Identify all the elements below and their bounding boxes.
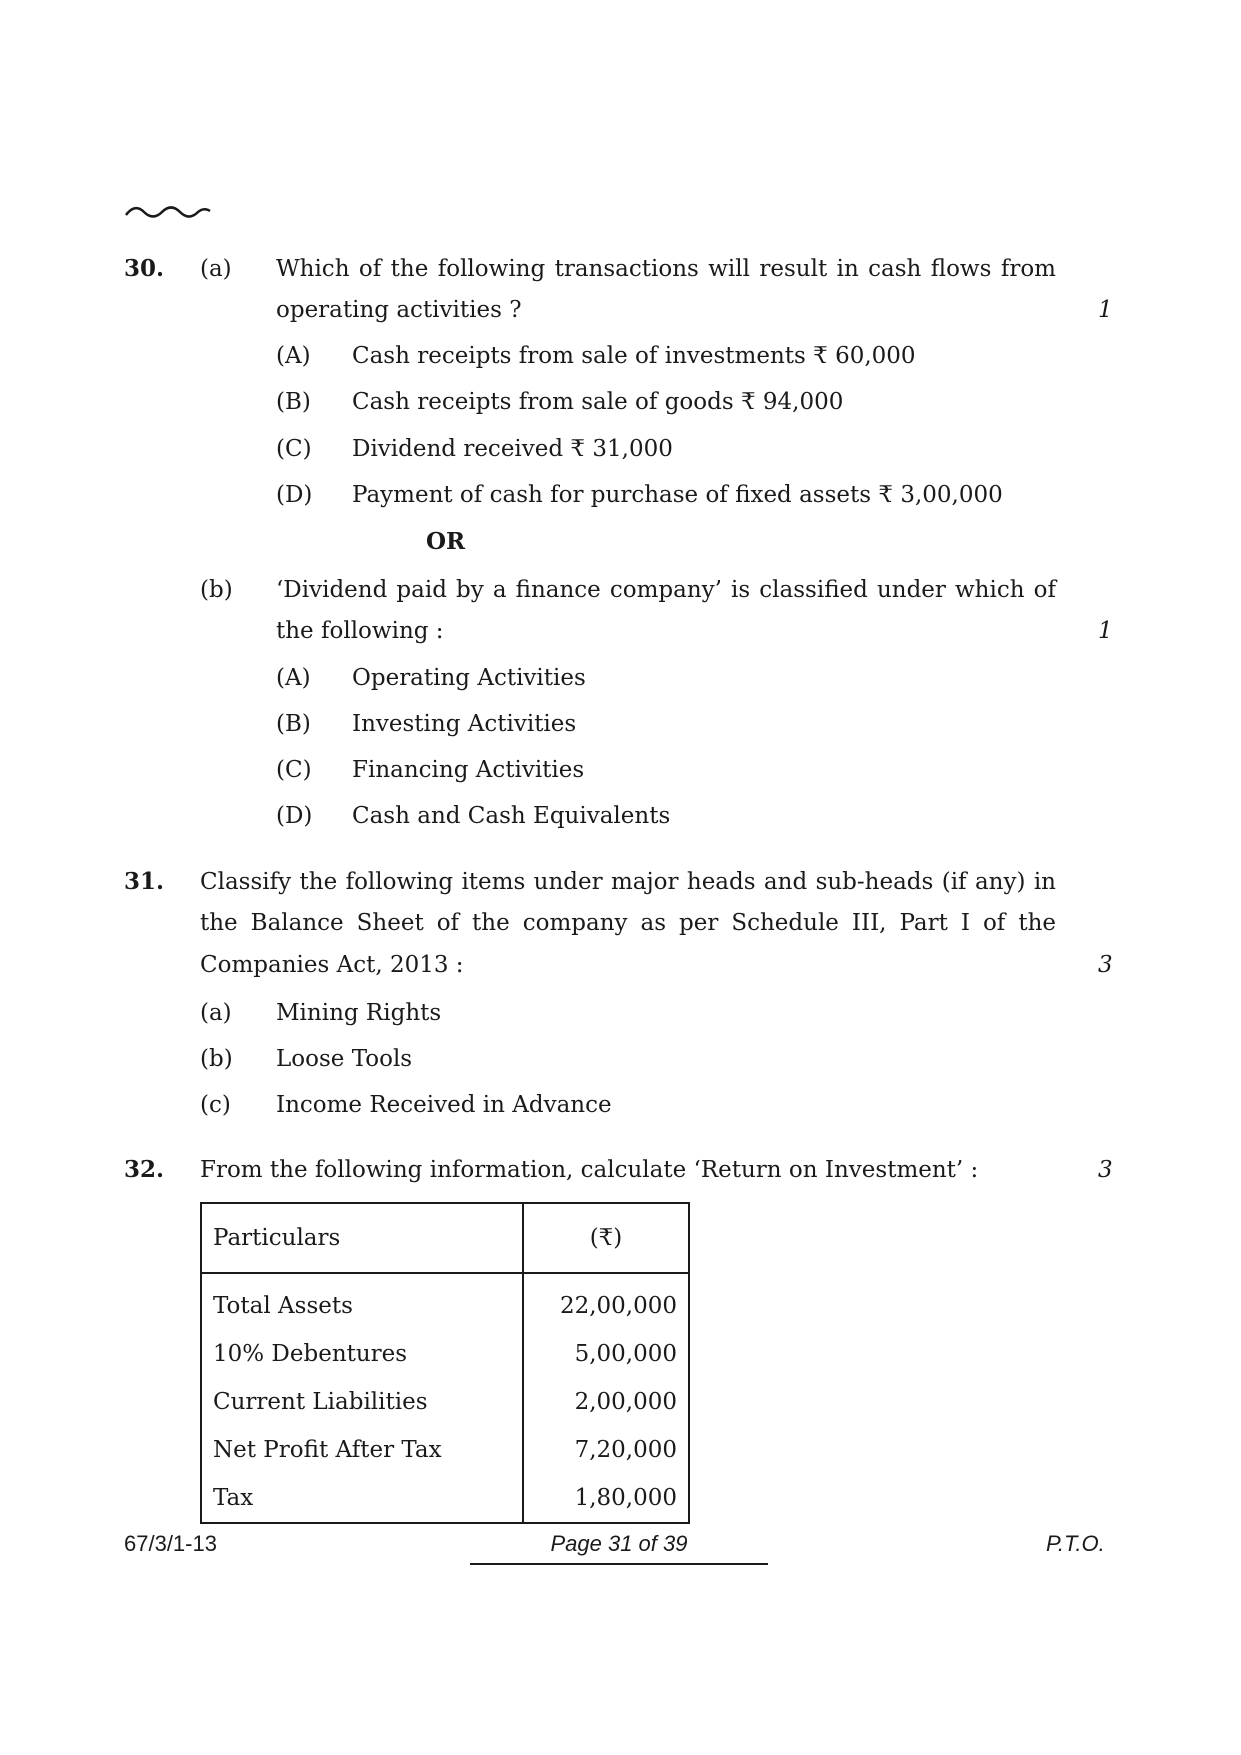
pto-label: P.T.O. (1046, 1531, 1105, 1556)
question-number: 32. (124, 1156, 165, 1183)
paper-code: 67/3/1-13 (124, 1531, 217, 1556)
option-label: (D) (276, 803, 313, 829)
marks: 3 (1098, 1157, 1113, 1183)
item-text: Income Received in Advance (276, 1092, 612, 1118)
table-row (201, 1378, 689, 1426)
part-label: (a) (200, 256, 232, 282)
option-label: (D) (276, 482, 313, 508)
marks: 1 (1098, 618, 1113, 644)
question-text-line2: the Balance Sheet of the company as per Schedule III, Part I of the (200, 910, 1056, 936)
table-cell-particular: 10% Debentures (201, 1330, 523, 1378)
page-number: Page 31 of 39 (550, 1531, 688, 1556)
question-text: From the following information, calculate ‘Return on Investment’ : (200, 1157, 979, 1183)
question-text-line2: the following : (276, 618, 444, 644)
table-row (201, 1330, 689, 1378)
table-cell-particular: Net Profit After Tax (201, 1426, 523, 1474)
table-cell-particular: Total Assets (201, 1273, 523, 1330)
table-cell-particular: Current Liabilities (201, 1378, 523, 1426)
table-cell-particular: Tax (201, 1474, 523, 1523)
table-cell-amount: 7,20,000 (574, 1437, 677, 1463)
part-label: (b) (200, 577, 233, 603)
page-number-underline (470, 1563, 768, 1565)
information-table (200, 1202, 690, 1524)
table-row (201, 1474, 689, 1523)
option-text: Cash and Cash Equivalents (352, 803, 671, 829)
table-header-row (201, 1203, 689, 1273)
option-text: Financing Activities (352, 757, 585, 783)
table-header-particulars: Particulars (201, 1203, 523, 1273)
question-number: 30. (124, 255, 165, 282)
option-text: Cash receipts from sale of goods ₹ 94,000 (352, 389, 844, 415)
table-cell-amount: 1,80,000 (574, 1485, 677, 1511)
question-text-line3: Companies Act, 2013 : (200, 952, 464, 978)
item-label: (c) (200, 1092, 231, 1118)
item-label: (b) (200, 1046, 233, 1072)
option-label: (B) (276, 389, 311, 415)
option-text: Cash receipts from sale of investments ₹ 60,000 (352, 343, 916, 369)
question-text-line2: operating activities ? (276, 297, 522, 323)
option-text: Payment of cash for purchase of fixed assets ₹ 3,00,000 (352, 482, 1003, 508)
table-row (201, 1426, 689, 1474)
option-label: (A) (276, 665, 311, 691)
option-text: Investing Activities (352, 711, 577, 737)
question-text: Classify the following items under major heads and sub-heads (if any) in (200, 869, 1056, 895)
question-number: 31. (124, 868, 165, 895)
table-cell-amount: 22,00,000 (559, 1293, 677, 1319)
option-text: Dividend received ₹ 31,000 (352, 436, 673, 462)
item-text: Mining Rights (276, 1000, 442, 1026)
option-label: (B) (276, 711, 311, 737)
option-text: Operating Activities (352, 665, 586, 691)
question-text: ‘Dividend paid by a finance company’ is classified under which of (276, 577, 1056, 603)
table-cell-amount: 2,00,000 (574, 1389, 677, 1415)
wavy-line-icon (124, 200, 214, 222)
table-row (201, 1273, 689, 1330)
marks: 1 (1098, 297, 1113, 323)
item-text: Loose Tools (276, 1046, 413, 1072)
or-separator: OR (426, 528, 466, 555)
table-cell-amount: 5,00,000 (574, 1341, 677, 1367)
option-label: (A) (276, 343, 311, 369)
item-label: (a) (200, 1000, 232, 1026)
question-text: Which of the following transactions will result in cash flows from (276, 256, 1056, 282)
marks: 3 (1098, 952, 1113, 978)
option-label: (C) (276, 757, 312, 783)
option-label: (C) (276, 436, 312, 462)
table-header-amount: (₹) (523, 1203, 689, 1273)
